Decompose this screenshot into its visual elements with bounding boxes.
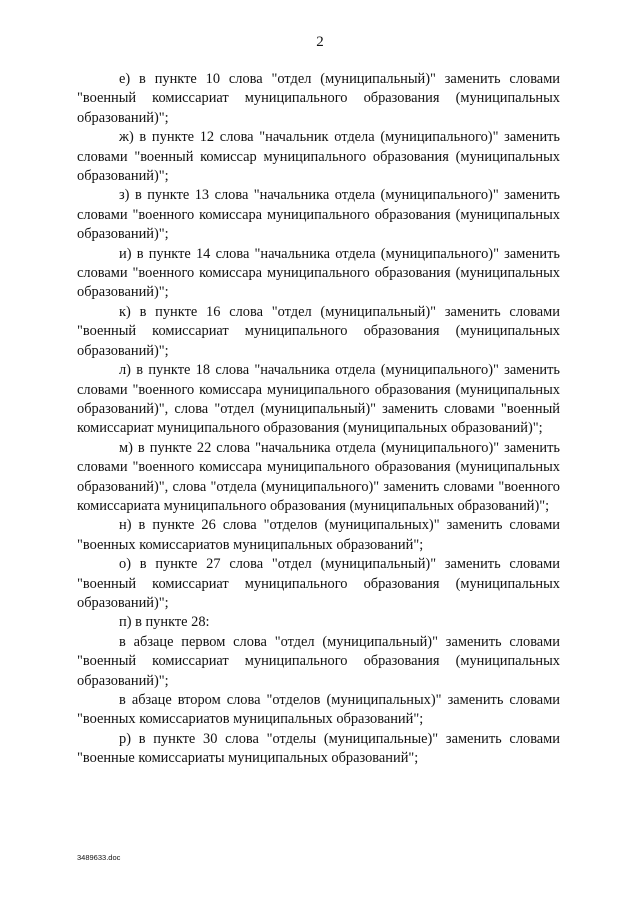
paragraph-l: л) в пункте 18 слова "начальника отдела (муниципального)" заменить словами "военного комиссара муниципального образования (муниципальных образований)", слова "отдел (муниципальный)" заменить словами "военный комиссариат муниципального образования (муниципальных образований)"; xyxy=(77,362,560,437)
paragraph-r: р) в пункте 30 слова "отделы (муниципальные)" заменить словами "военные комиссариаты муниципальных образований"; xyxy=(77,730,560,767)
document-body xyxy=(77,70,560,769)
paragraph-n: н) в пункте 26 слова "отделов (муниципальных)" заменить словами "военных комиссариатов муниципальных образований"; xyxy=(77,517,560,553)
paragraph-e: е) в пункте 10 слова "отдел (муниципальный)" заменить словами "военный комиссариат муниципального образования (муниципальных образований)"; xyxy=(77,71,560,126)
paragraph-m: м) в пункте 22 слова "начальника отдела (муниципального)" заменить словами "военного комиссара муниципального образования (муниципальных образований)", слова "отдела (муниципального)" заменить словами "военного комиссариата муниципального образования (муниципальных образований)"; xyxy=(77,439,560,514)
paragraph-i: и) в пункте 14 слова "начальника отдела (муниципального)" заменить словами "военного комиссара муниципального образования (муниципальных образований)"; xyxy=(77,245,560,301)
paragraph-p-first-abzac: в абзаце первом слова "отдел (муниципальный)" заменить словами "военный комиссариат муниципального образования (муниципальных образований)"; xyxy=(77,633,560,689)
document-filename-footer: 3489633.doc xyxy=(77,853,121,862)
paragraph-p-second-abzac: в абзаце втором слова "отделов (муниципальных)" заменить словами "военных комиссариатов муниципальных образований"; xyxy=(77,692,560,728)
paragraph-p: п) в пункте 28: xyxy=(119,614,210,631)
paragraph-k: к) в пункте 16 слова "отдел (муниципальный)" заменить словами "военный комиссариат муниципального образования (муниципальных образований)"; xyxy=(77,303,560,359)
paragraph-o: о) в пункте 27 слова "отдел (муниципальный)" заменить словами "военный комиссариат муниципального образования (муниципальных образований)"; xyxy=(77,556,560,611)
paragraph-zh: ж) в пункте 12 слова "начальник отдела (муниципального)" заменить словами "военный комиссар муниципального образования (муниципальных образований)"; xyxy=(77,129,560,185)
paragraph-z: з) в пункте 13 слова "начальника отдела (муниципального)" заменить словами "военного комиссара муниципального образования (муниципальных образований)"; xyxy=(77,187,560,243)
page-number: 2 xyxy=(316,34,324,50)
